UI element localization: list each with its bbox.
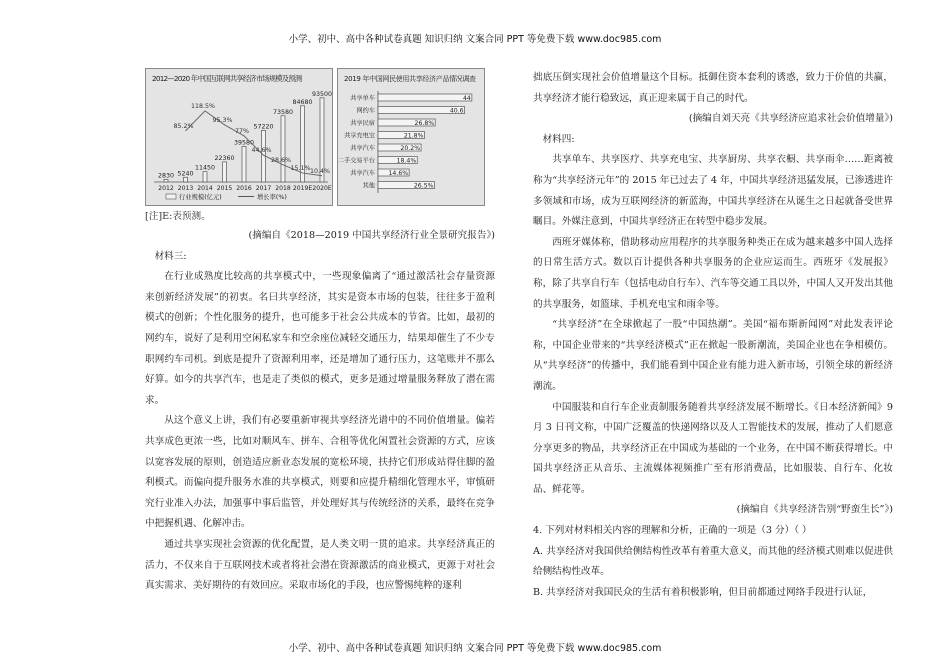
chart2-title: 2019 年中国网民使用共享经济产品情况调查	[344, 75, 476, 83]
chart1-x-tick: 2019E	[292, 185, 313, 192]
usage-survey-chart	[337, 68, 485, 206]
chart1-rate-label: 118.5%	[190, 102, 216, 110]
chart1-bar-label: 22360	[214, 154, 235, 162]
source-citation-1: (摘编自《2018—2019 中国共享经济行业全景研究报告》)	[248, 230, 495, 241]
material-4-paragraph-1: 共享单车、共享医疗、共享充电宝、共享厨房、共享衣橱、共享雨伞……距离被称为“共享经济元年”的 2015 年已过去了 4 年，中国共享经济迅猛发展，已渗透进许多领域和市场，成为互联网经济的新蓝海，中国共享经济在从诞生之日起就备受世界瞩目。外媒注意到，中国共享经济正在转型中稳步发展。	[533, 154, 893, 228]
chart1-rate-label: 15.1%	[290, 164, 311, 172]
chart1-rate-label: 28.6%	[270, 156, 292, 164]
chart2-value-label: 26.5%	[413, 182, 434, 190]
chart1-legend-bar-swatch	[166, 194, 176, 199]
chart-note: [注]E:表预测。	[145, 211, 211, 222]
chart1-bar-label: 11450	[194, 164, 216, 172]
market-scale-chart-svg	[146, 69, 332, 205]
chart2-category-label: 共享汽车	[350, 145, 375, 152]
material-4-paragraph-4: 中国服装和自行车企业责制服务随着共享经济发展不断增长。《日本经济新闻》9 月 3 日刊文称，中国广泛覆盖的快递网络以及人工智能技术的发展，推动了人们愿意分享更多的物品，共享经济正在中国成为基础的一个业务，在中国不断获得增长。中国共享经济正从音乐、主流媒体视频推广至有形消费品，比如服装、自行车、化妆品、鲜花等。	[533, 401, 893, 495]
material-4-paragraph-3: “共享经济”在全球掀起了一股“中国热潮”。美国“福布斯新闻网”对此发表评论称，中国企业带来的“共享经济模式”正在掀起一股新潮流，美国企业也在争相模仿。从“共享经济”的传播中，我们能看到中国企业有能力进入新市场，引领全球的新经济潮流。	[533, 319, 893, 392]
chart2-category-label: 二手交易平台	[338, 157, 375, 165]
chart1-x-tick: 2012	[158, 185, 174, 192]
chart1-rate-label: 44.6%	[251, 147, 272, 155]
chart1-bar	[223, 162, 227, 182]
chart1-bar-label: 57220	[253, 123, 274, 131]
chart2-category-label: 其他	[362, 182, 375, 190]
chart1-bar	[281, 116, 285, 182]
chart1-rate-label: 95.3%	[212, 116, 233, 124]
chart1-x-tick: 2016	[236, 185, 252, 192]
chart2-category-label: 共享单车	[350, 95, 375, 102]
chart1-x-tick: 2014	[197, 185, 213, 192]
source-citation-3: (摘编自刘天亮《共享经济应追求社会价值增量》)	[688, 113, 893, 125]
chart2-value-label: 26.8%	[414, 120, 435, 127]
right-column	[533, 68, 893, 603]
chart1-bar	[164, 179, 168, 182]
chart1-bar	[242, 146, 246, 182]
chart1-bar-label: 5240	[177, 170, 194, 178]
chart2-category-label: 共享汽车	[350, 170, 375, 177]
material-3-paragraph-end: 拙底压倒实现社会价值增量这个目标。抵御住资本套利的诱惑，致力于价值的共赢，共享经济才能行稳致远，真正迎来属于自己的时代。	[533, 72, 893, 104]
chart2-value-label: 18.4%	[396, 157, 417, 165]
question-4-option-b: B. 共享经济对我国民众的生活有着积极影响，但目前都通过网络手段进行认证，	[533, 586, 873, 598]
question-4: 4. 下列对材料相关内容的理解和分析，正确的一项是（3 分）（ ）	[533, 525, 812, 537]
chart1-legend-line-label: 增长率(%)	[257, 194, 287, 201]
chart2-value-label: 20.2%	[400, 145, 421, 152]
page-footer: 小学、初中、高中各种试卷真题 知识归纳 文案合同 PPT 等免费下载 www.doc985.com	[288, 643, 662, 654]
question-4-option-a: A. 共享经济对我国供给侧结构性改革有着重大意义，而其他的经济模式则难以促进供给侧结构性改革。	[533, 545, 893, 578]
chart2-category-label: 网约车	[356, 107, 375, 115]
chart1-bar	[203, 172, 207, 182]
chart1-x-tick: 2018	[275, 185, 291, 192]
chart1-legend-bar-label: 行业规模(亿元)	[179, 194, 222, 201]
material-3-title: 材料三:	[154, 250, 187, 262]
usage-survey-chart-svg	[338, 69, 484, 205]
material-3-paragraph-1: 在行业成熟度比较高的共享模式中，一些现象偏离了“通过激活社会存量资源来创新经济发展”的初衷。名曰共享经济，其实是资本市场的包装，往往多于盈利模式的创新；个性化服务的提升，也可能多于社会公共成本的节省。比如，最初的网约车，说好了是利用空闲私家车和空余座位减轻交通压力，结果却催生了不少专职网约车司机。到底是提升了资源利用率，还是增加了通行压力，这笔账并不那么好算。如今的共享汽车，也是走了类似的模式，更多是通过增量服务释放了潜在需求。	[145, 271, 495, 406]
chart1-bar-label: 84680	[292, 98, 313, 106]
chart1-x-tick: 2013	[177, 185, 194, 192]
left-column	[145, 68, 495, 597]
chart2-value-label: 14.6%	[388, 170, 409, 177]
page-header: 小学、初中、高中各种试卷真题 知识归纳 文案合同 PPT 等免费下载 www.doc985.com	[288, 34, 662, 45]
chart2-bar	[378, 94, 472, 101]
chart1-rate-label: 10.4%	[309, 167, 331, 175]
chart1-rate-label: 77%	[235, 127, 249, 135]
chart1-x-tick: 2017	[255, 185, 272, 192]
chart1-rate-label: 85.2%	[173, 122, 194, 130]
chart2-category-label: 共享充电宝	[344, 132, 375, 140]
material-3-paragraph-3: 通过共享实现社会资源的优化配置，是人类文明一贯的追求。共享经济真正的活力，不仅来自于互联网技术或者将社会潜在资源激活的商业模式，更源于对社会真实需求、美好期待的有效回应。采取市场化的手段，也应警惕纯粹的逐利	[145, 538, 495, 592]
chart2-value-label: 40.6	[449, 107, 464, 115]
chart1-title: 2012—2020 年中国互联网共享经济市场规模及预测	[152, 74, 302, 83]
chart1-bar-label: 93500	[311, 90, 332, 98]
chart2-value-label: 21.8%	[403, 132, 424, 140]
chart1-x-tick: 2015	[216, 185, 233, 192]
chart1-x-tick: 2020E	[312, 185, 332, 192]
material-4-paragraph-2: 西班牙媒体称，借助移动应用程序的共享服务种类正在成为越来越多中国人选择的日常生活方式。数以百计提供各种共享服务的企业应运而生。西班牙《发展报》称，除了共享自行车（包括电动自行车）、汽车等交通工具以外，中国人又开发出其他的共享服务，如篮球、手机充电宝和雨伞等。	[533, 236, 893, 310]
chart1-bar	[184, 177, 188, 182]
chart1-bar-label: 39580	[233, 139, 255, 147]
source-citation-4: (摘编自《共享经济告别“野蛮生长”》)	[736, 504, 893, 516]
chart-row	[145, 68, 495, 210]
chart1-bar-label: 73580	[272, 108, 294, 116]
chart1-bar-label: 2830	[157, 172, 175, 180]
chart2-category-label: 共享民宿	[350, 120, 375, 127]
market-scale-chart	[145, 68, 333, 206]
material-3-paragraph-2: 从这个意义上讲，我们有必要重新审视共享经济光谱中的不同价值增量。偏若共享成色更浓一些，比如对顺风车、拼车、合租等优化闲置社会资源的方式，应该以宽容发展的原则，创造适应新业态发展的宽松环境，扶持它们形成站得住脚的盈利模式。而偏向提升服务水准的共享模式，则要和应提升精细化管理水平，审慎研究行业准入办法，加强事中事后监管，并处理好其与传统经济的关系，最终在竞争中把握机遇、化解冲击。	[145, 415, 495, 530]
chart2-value-label: 44	[462, 95, 471, 102]
material-4-title: 材料四:	[542, 133, 575, 145]
